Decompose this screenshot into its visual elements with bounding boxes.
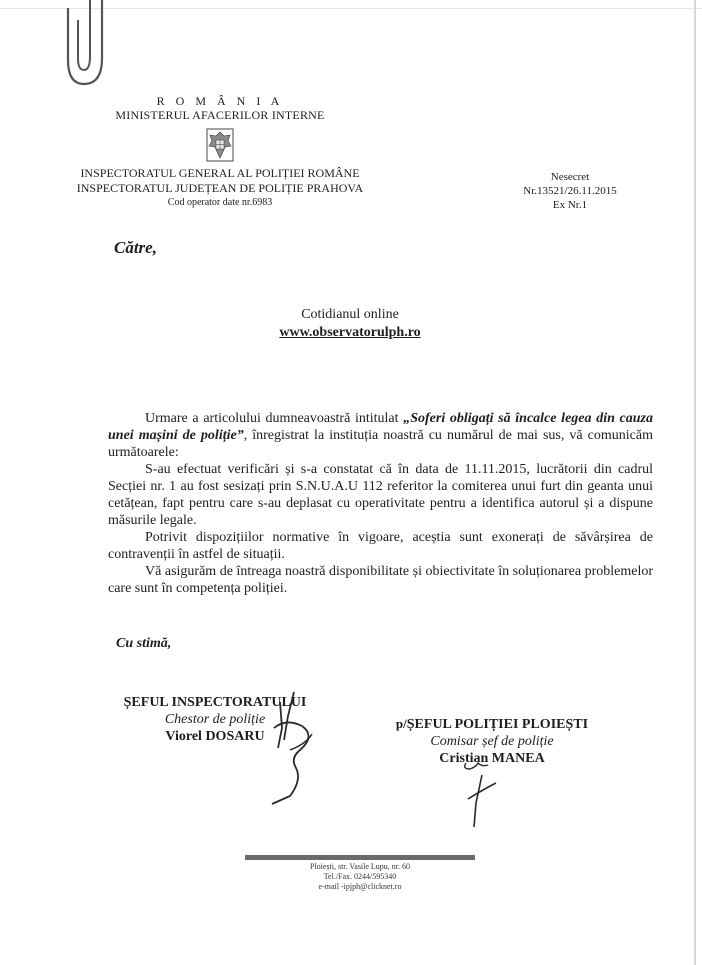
article-title: „Soferi obligați să încalce legea din cauza unei mașini de poliție” [108,411,653,443]
scan-edge-right [694,0,696,965]
signer-right-title: ȘEFUL POLIȚIEI PLOIEȘTI [406,717,589,732]
handwritten-signature-left [250,688,330,808]
signer-right-name: Cristian MANEA [439,751,545,766]
paragraph-3: Potrivit dispozițiilor normative în vigoare, aceștia sunt exonerați de săvârșirea de contravenții în astfel de situații. [108,530,653,562]
paragraph-1-end: , înregistrat la instituția noastră cu numărul de mai sus, vă comunicăm următoarele: [108,428,653,460]
signer-left-rank: Chestor de poliție [164,712,266,727]
footer-address: Ploiești, str. Vasile Lupu, nr. 60 [309,862,411,871]
footer-email: e-mail -ipjph@clicknet.ro [318,882,402,891]
ministry-name: MINISTERUL AFACERILOR INTERNE [115,108,325,122]
paragraph-4: Vă asigurăm de întreaga noastră disponibilitate și obiectivitate în soluționarea problemelor care sunt în competența poliției. [108,564,653,596]
paragraph-2: S-au efectuat verificări și s-a constatat că în data de 11.11.2015, lucrătorii din cadrul Secției nr. 1 au fost sesizați prin S.N.U.A.U 112 referitor la comiterea unui furt din geanta unui cetățean, fapt pentru care s-au deplasat cu operativitate pentru a identifica autorul și a dispune măsurile legale. [108,462,653,528]
signer-right-rank: Comisar șef de poliție [430,734,554,749]
footer-contact [250,862,470,892]
paragraph-1 [108,410,653,461]
recipient-url: www.observatorulph.ro [279,325,421,340]
recipient-block [260,306,440,342]
salutation: Către, [114,238,157,257]
signer-left-name: Viorel DOSARU [165,729,265,744]
signer-right-marker: p/ [395,716,407,731]
handwritten-signature-right [440,755,510,835]
inspectorate-general: INSPECTORATUL GENERAL AL POLIȚIEI ROMÂNE [80,166,360,180]
paper-clip-icon [58,0,118,90]
inspectorate-block [60,166,380,210]
footer-divider [245,855,475,860]
recipient-name: Cotidianul online [301,307,399,322]
coat-of-arms-icon [206,128,234,162]
closing: Cu stimă, [116,636,172,651]
letter-body [108,410,653,597]
classification-status: Nesecret [550,171,590,183]
copy-number: Ex Nr.1 [552,199,588,211]
classification-block [490,170,650,212]
registration-number: Nr.13521/26.11.2015 [523,185,617,197]
signer-left-title: ȘEFUL INSPECTORATULUI [123,695,307,710]
country-name: R O M Â N I A [156,94,284,108]
operator-code: Cod operator date nr.6983 [167,197,273,208]
footer-phone: Tel./Fax. 0244/595340 [323,872,397,881]
inspectorate-county: INSPECTORATUL JUDEȚEAN DE POLIȚIE PRAHOVA [76,181,364,195]
paragraph-1-start: Urmare a articolului dumneavoastră intitulat [145,411,404,426]
